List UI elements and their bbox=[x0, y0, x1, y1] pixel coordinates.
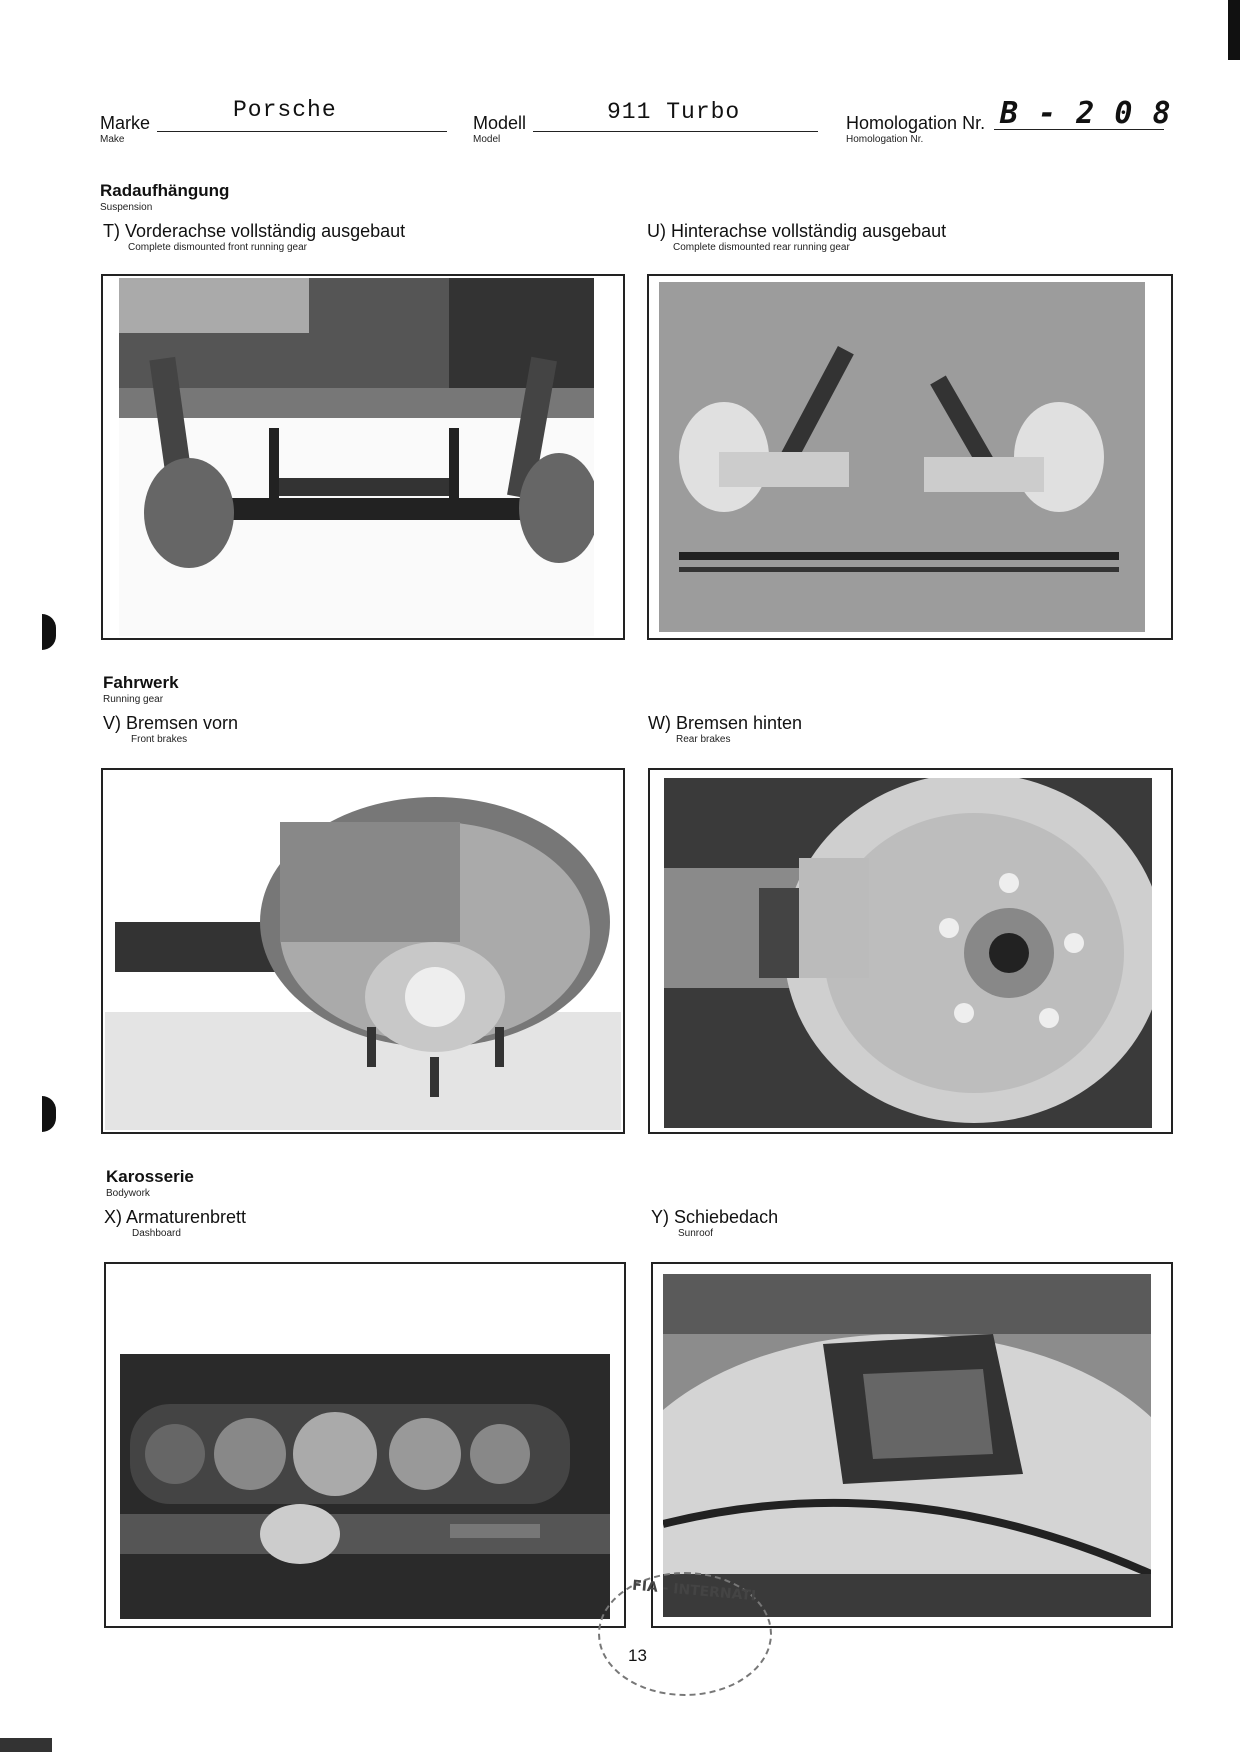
model-label-en: Model bbox=[473, 134, 501, 145]
page-number: 13 bbox=[628, 1646, 647, 1665]
item-u-label: U) Hinterachse vollständig ausgebaut bbox=[647, 221, 947, 241]
item-x-label-en: Dashboard bbox=[132, 1228, 181, 1239]
item-w-label: W) Bremsen hinten bbox=[648, 713, 803, 733]
photo-rear-brakes bbox=[648, 768, 1173, 1134]
running-gear-title: Fahrwerk bbox=[103, 673, 179, 692]
make-label: Marke bbox=[100, 113, 151, 133]
photo-rear-running-gear bbox=[647, 274, 1173, 640]
photo-front-brakes bbox=[101, 768, 625, 1134]
make-value: Porsche bbox=[233, 97, 337, 123]
homologation-label-en: Homologation Nr. bbox=[846, 134, 924, 145]
item-u-label-en: Complete dismounted rear running gear bbox=[673, 242, 850, 253]
homologation-value: B - 2 0 8 bbox=[1000, 96, 1172, 131]
make-label-en: Make bbox=[100, 134, 125, 145]
suspension-title-en: Suspension bbox=[100, 202, 153, 213]
punch-hole-bottom bbox=[42, 1096, 56, 1132]
make-rule bbox=[157, 131, 447, 132]
item-t-label-en: Complete dismounted front running gear bbox=[128, 242, 307, 253]
bodywork-title: Karosserie bbox=[106, 1167, 194, 1186]
item-w-label-en: Rear brakes bbox=[676, 734, 731, 745]
item-v-label: V) Bremsen vorn bbox=[103, 713, 239, 733]
homologation-label: Homologation Nr. bbox=[846, 113, 986, 133]
photo-dashboard bbox=[104, 1262, 626, 1628]
photo-front-running-gear bbox=[101, 274, 625, 640]
model-value: 911 Turbo bbox=[607, 99, 741, 125]
photo-sunroof bbox=[651, 1262, 1173, 1628]
item-y-label-en: Sunroof bbox=[678, 1228, 714, 1239]
running-gear-title-en: Running gear bbox=[103, 694, 164, 705]
bodywork-title-en: Bodywork bbox=[106, 1188, 150, 1199]
model-label: Modell bbox=[473, 113, 527, 133]
item-v-label-en: Front brakes bbox=[131, 734, 188, 745]
scan-edge-mark-bottom bbox=[0, 1738, 52, 1752]
suspension-title: Radaufhängung bbox=[100, 181, 230, 200]
scan-edge-mark-top bbox=[1228, 0, 1240, 60]
punch-hole-top bbox=[42, 614, 56, 650]
item-x-label: X) Armaturenbrett bbox=[104, 1207, 247, 1227]
item-t-label: T) Vorderachse vollständig ausgebaut bbox=[103, 221, 406, 241]
item-y-label: Y) Schiebedach bbox=[651, 1207, 779, 1227]
fia-stamp-text: FIA - INTERNATI bbox=[631, 1577, 757, 1605]
model-rule bbox=[533, 131, 818, 132]
